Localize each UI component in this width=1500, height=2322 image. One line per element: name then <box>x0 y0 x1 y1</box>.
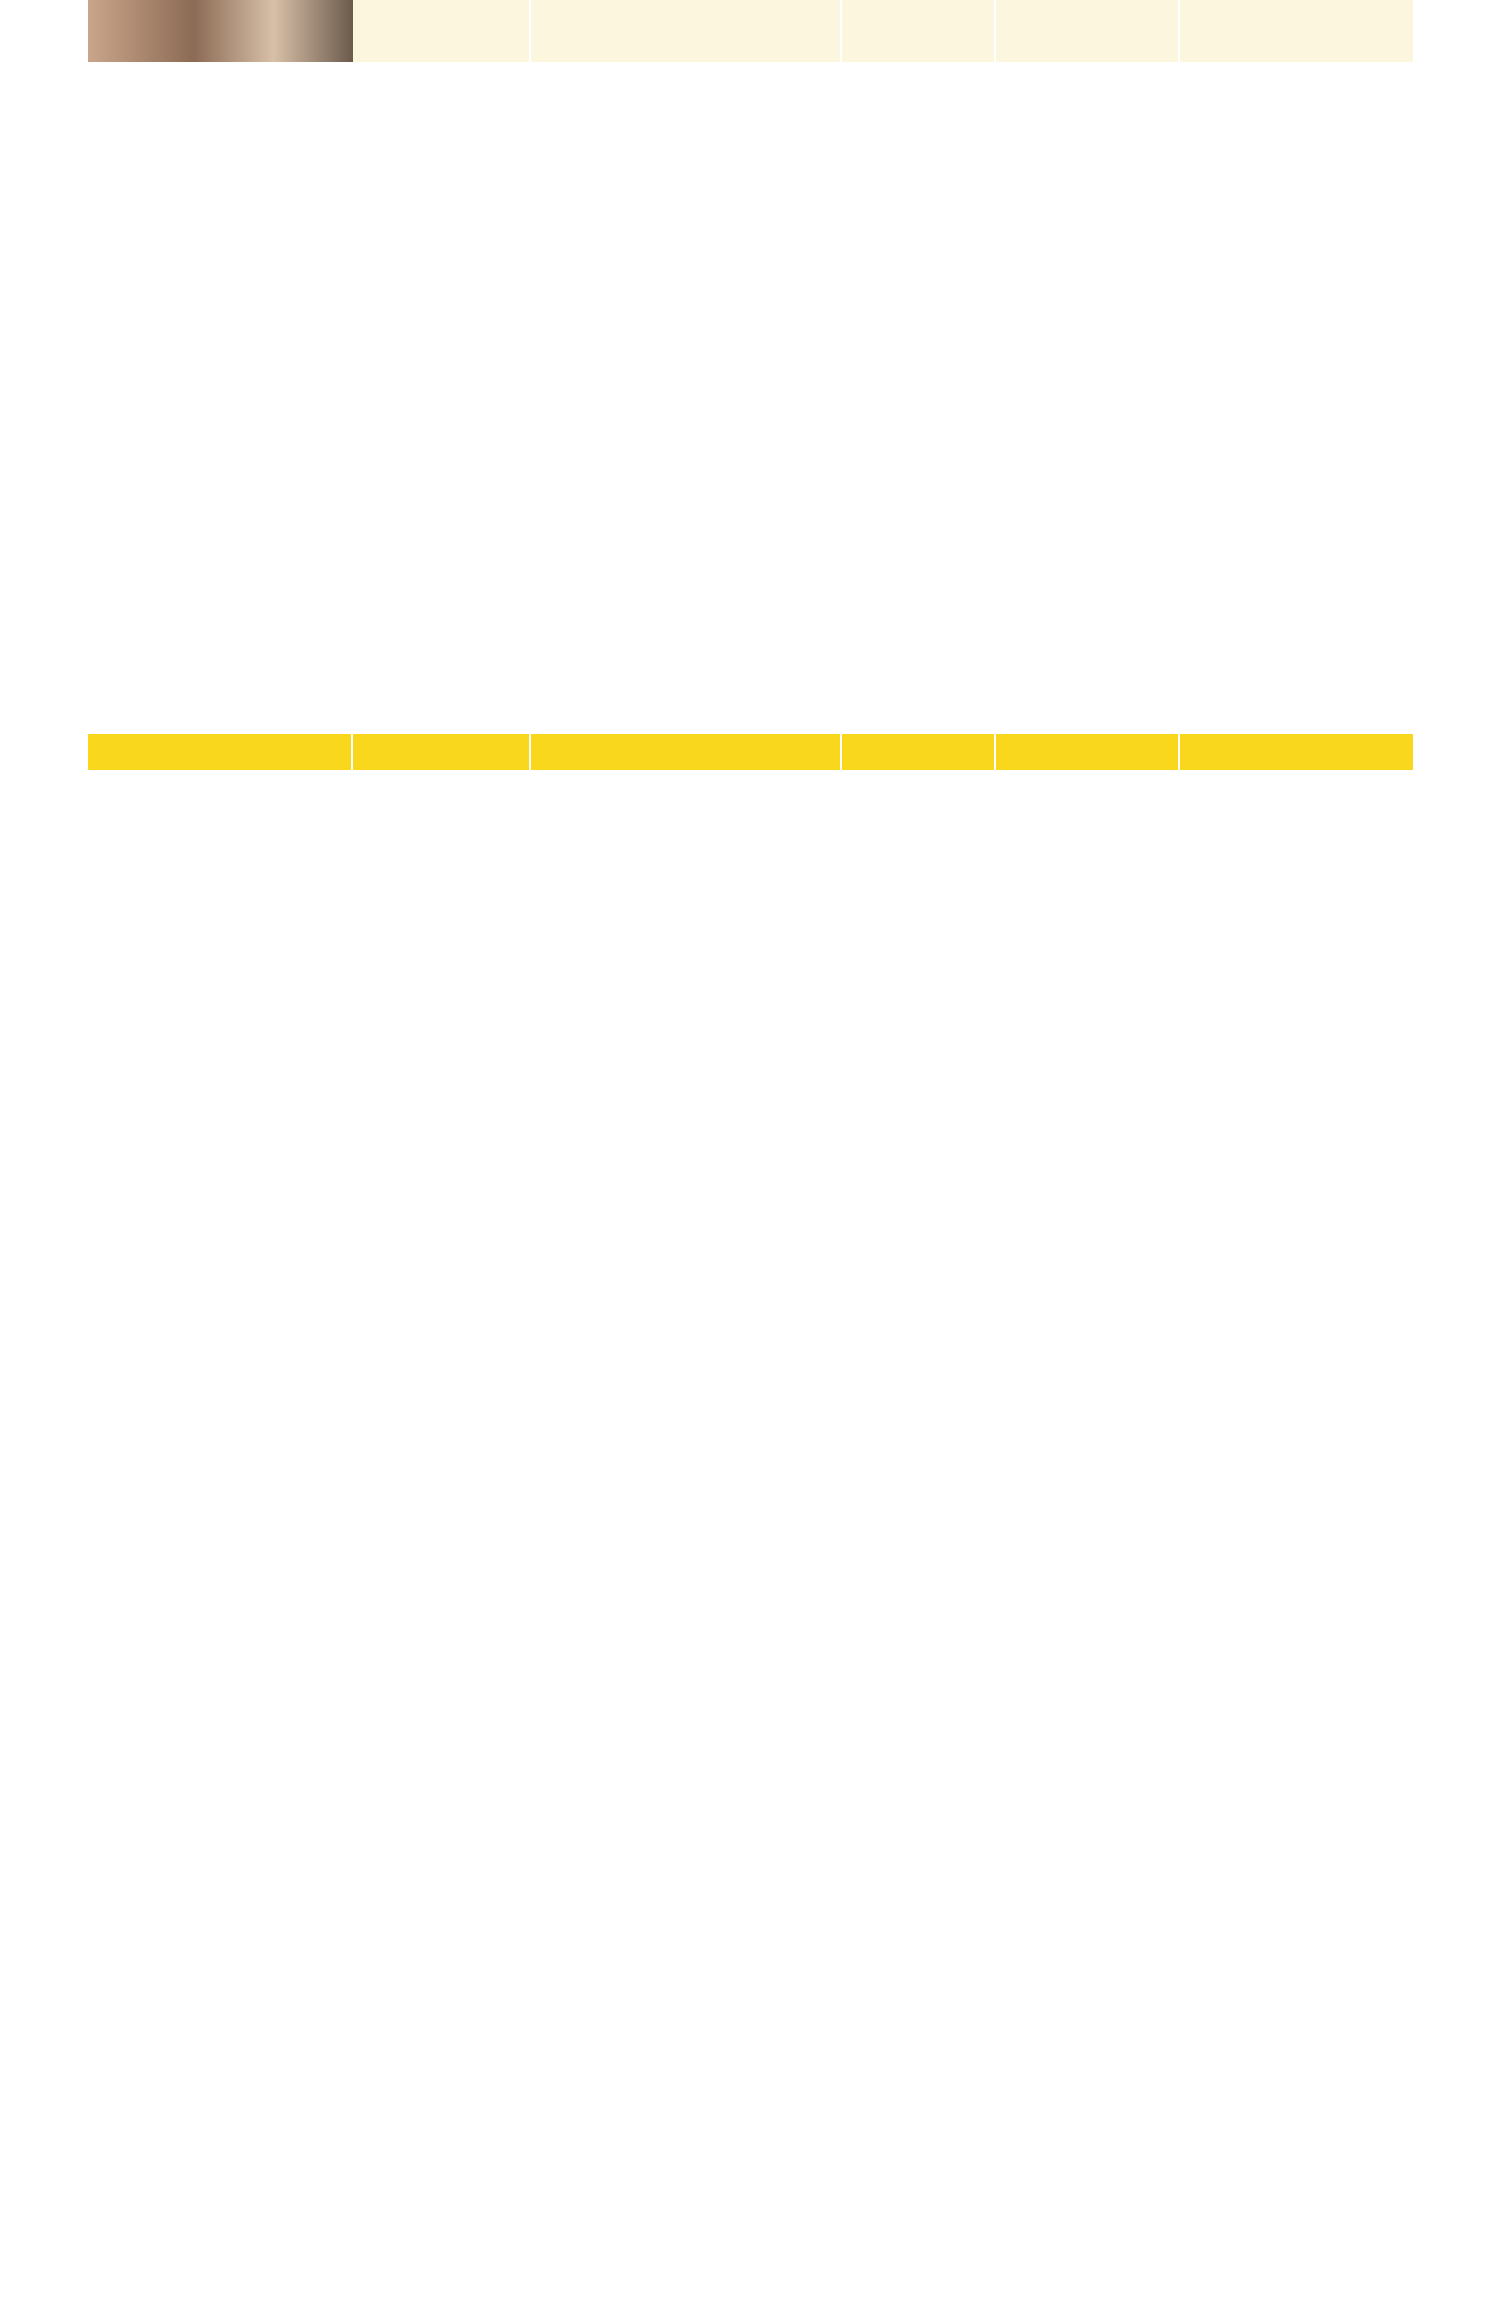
contents-table-part-2 <box>88 734 1413 770</box>
header-read-write-watch <box>1180 734 1413 770</box>
table-header <box>88 734 1413 770</box>
unit-4-photo <box>88 0 353 62</box>
header-grammar <box>531 734 842 770</box>
photo-strip-top <box>88 0 1413 62</box>
header-pronunciation <box>996 734 1180 770</box>
header-unit <box>88 734 353 770</box>
header-functions <box>353 734 531 770</box>
header-vocabulary <box>842 734 996 770</box>
